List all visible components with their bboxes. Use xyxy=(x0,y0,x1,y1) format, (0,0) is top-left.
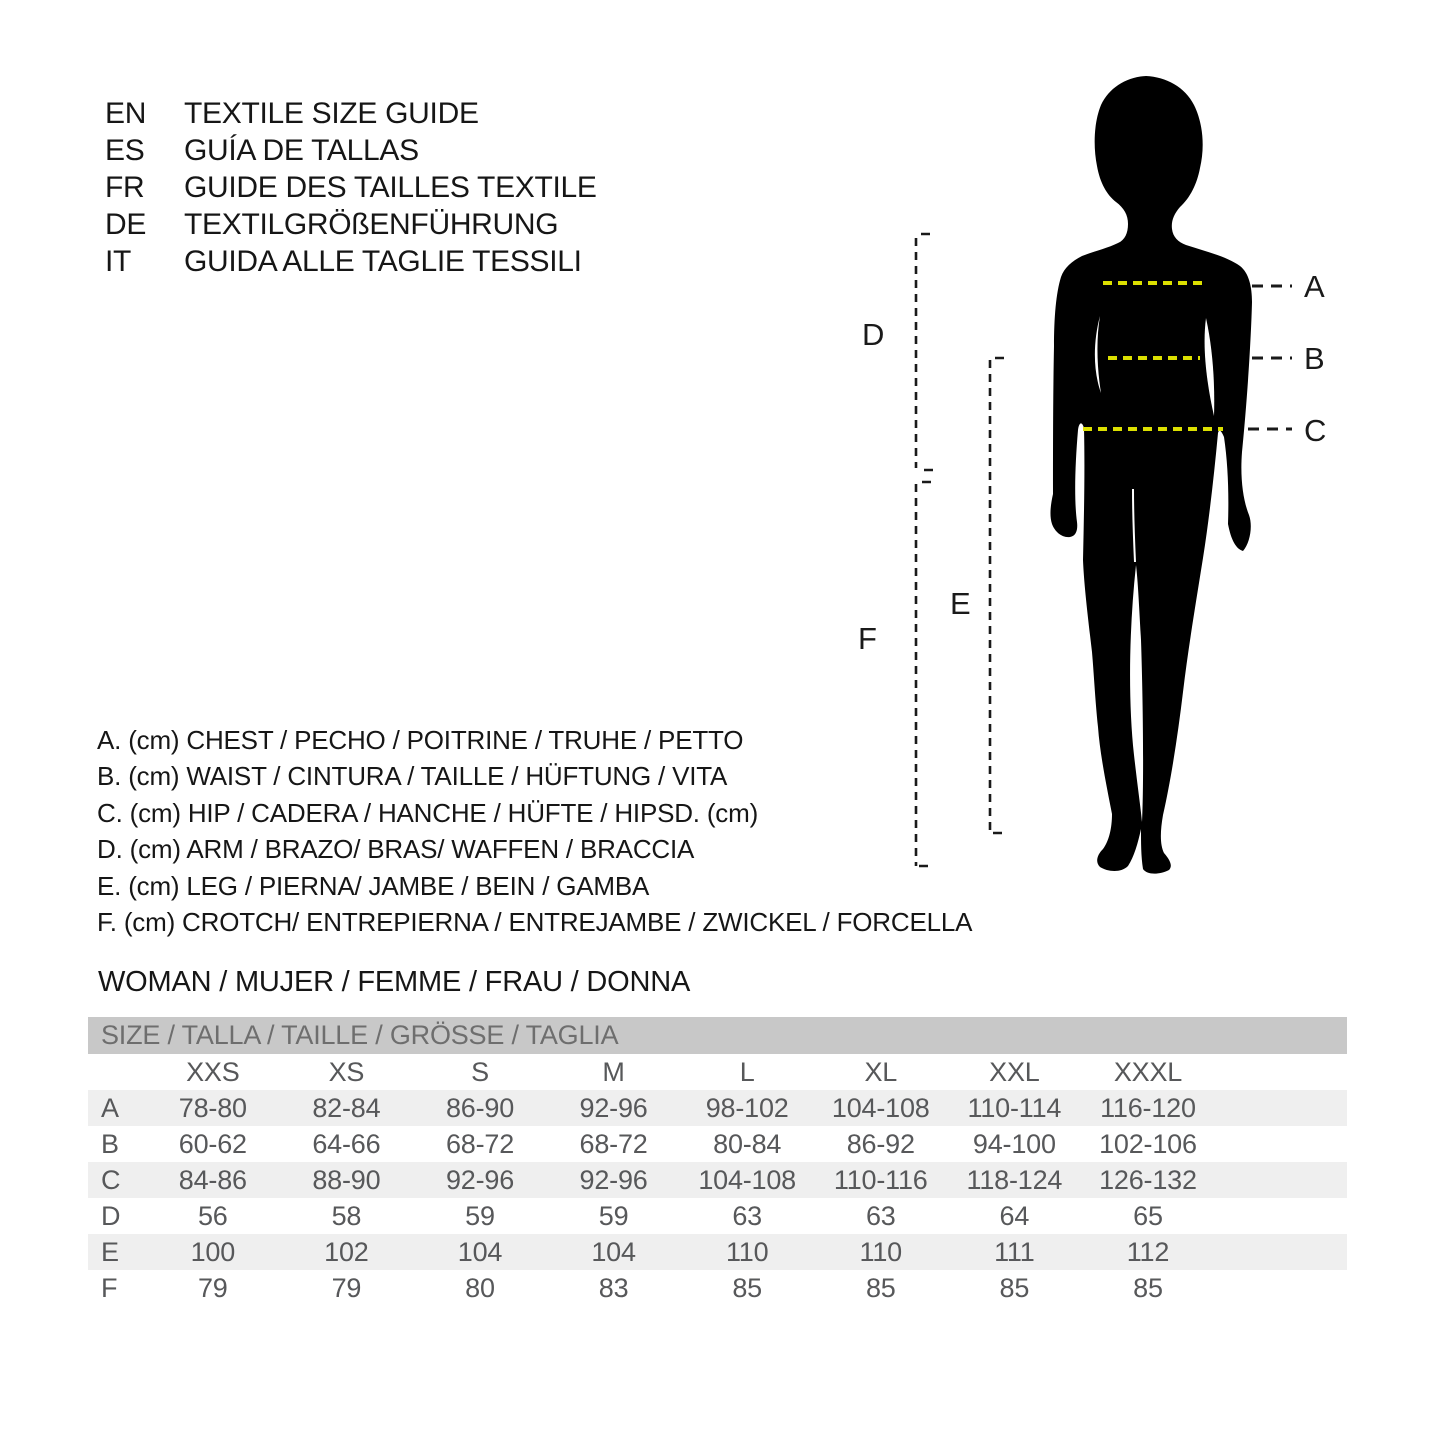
language-title: GUIDE DES TAILLES TEXTILE xyxy=(184,170,597,204)
cell: 85 xyxy=(865,1272,896,1303)
row-label: D xyxy=(101,1200,121,1231)
legend-line-f: F. (cm) CROTCH/ ENTREPIERNA / ENTREJAMBE / ZWICKEL / FORCELLA xyxy=(97,907,973,938)
col-header: M xyxy=(602,1056,625,1087)
cell: 104 xyxy=(591,1236,636,1267)
legend-line-a: A. (cm) CHEST / PECHO / POITRINE / TRUHE / PETTO xyxy=(97,725,744,755)
row-label: F xyxy=(101,1272,118,1303)
figure-label-hip: C xyxy=(1304,413,1327,448)
cell: 64 xyxy=(999,1200,1030,1231)
cell: 84-86 xyxy=(178,1164,247,1195)
cell: 126-132 xyxy=(1099,1164,1197,1195)
legend-line-b: B. (cm) WAIST / CINTURA / TAILLE / HÜFTUNG / VITA xyxy=(97,761,728,792)
language-code: IT xyxy=(105,244,132,278)
cell: 63 xyxy=(865,1200,896,1231)
cell: 59 xyxy=(598,1200,629,1231)
cell: 68-72 xyxy=(579,1128,648,1159)
figure-label-waist: B xyxy=(1304,341,1325,376)
col-header: XXL xyxy=(989,1056,1040,1087)
cell: 92-96 xyxy=(579,1164,648,1195)
cell: 102 xyxy=(324,1236,369,1267)
cell: 86-92 xyxy=(846,1128,915,1159)
cell: 63 xyxy=(732,1200,762,1231)
cell: 110 xyxy=(725,1236,769,1267)
col-header: S xyxy=(471,1056,489,1087)
cell: 60-62 xyxy=(178,1128,247,1159)
language-code: FR xyxy=(105,170,145,204)
row-label: A xyxy=(101,1092,119,1123)
language-title: TEXTILE SIZE GUIDE xyxy=(184,97,479,131)
cell: 65 xyxy=(1133,1200,1163,1231)
cell: 79 xyxy=(197,1272,228,1303)
gender-title: WOMAN / MUJER / FEMME / FRAU / DONNA xyxy=(98,966,691,998)
cell: 102-106 xyxy=(1099,1128,1197,1159)
cell: 104 xyxy=(457,1236,503,1267)
cell: 111 xyxy=(994,1236,1035,1267)
language-code: DE xyxy=(105,207,147,241)
cell: 104-108 xyxy=(831,1092,930,1123)
woman-silhouette xyxy=(1050,76,1252,874)
cell: 112 xyxy=(1126,1236,1170,1267)
cell: 58 xyxy=(331,1200,362,1231)
cell: 80 xyxy=(465,1272,495,1303)
cell: 116-120 xyxy=(1100,1092,1196,1123)
row-label: C xyxy=(101,1164,121,1195)
leg-measure-ticks xyxy=(993,358,1004,833)
figure-label-chest: A xyxy=(1304,269,1325,304)
cell: 92-96 xyxy=(445,1164,515,1195)
cell: 56 xyxy=(197,1200,228,1231)
language-title: TEXTILGRÖßENFÜHRUNG xyxy=(184,207,559,241)
cell: 110-116 xyxy=(833,1164,928,1195)
arm-measure-ticks xyxy=(921,234,933,470)
crotch-measure-ticks xyxy=(919,482,931,866)
cell: 83 xyxy=(598,1272,629,1303)
cell: 100 xyxy=(190,1236,236,1267)
cell: 86-90 xyxy=(445,1092,515,1123)
cell: 80-84 xyxy=(713,1128,782,1159)
cell: 82-84 xyxy=(312,1092,381,1123)
language-code: EN xyxy=(105,97,147,131)
cell: 64-66 xyxy=(312,1128,381,1159)
cell: 110 xyxy=(859,1236,902,1267)
col-header: L xyxy=(739,1056,755,1087)
col-header: XXXL xyxy=(1113,1056,1183,1087)
legend-line-e: E. (cm) LEG / PIERNA/ JAMBE / BEIN / GAMBA xyxy=(97,870,650,901)
row-label: E xyxy=(101,1236,119,1267)
row-label: B xyxy=(101,1128,119,1159)
legend-line-c: C. (cm) HIP / CADERA / HANCHE / HÜFTE / HIPSD. (cm) xyxy=(97,797,759,828)
col-header: XL xyxy=(864,1056,898,1087)
cell: 78-80 xyxy=(178,1092,247,1123)
language-code: ES xyxy=(105,134,145,168)
figure-label-arm: D xyxy=(862,317,885,352)
figure-label-leg: E xyxy=(950,586,971,621)
cell: 98-102 xyxy=(705,1092,789,1123)
col-header: XXS xyxy=(186,1056,240,1087)
col-header: XS xyxy=(328,1056,365,1087)
language-title: GUÍA DE TALLAS xyxy=(184,134,419,168)
cell: 104-108 xyxy=(698,1164,797,1195)
cell: 85 xyxy=(999,1272,1030,1303)
cell: 88-90 xyxy=(312,1164,381,1195)
legend-line-d: D. (cm) ARM / BRAZO/ BRAS/ WAFFEN / BRACCIA xyxy=(97,834,695,865)
cell: 92-96 xyxy=(579,1092,648,1123)
cell: 59 xyxy=(465,1200,495,1231)
cell: 94-100 xyxy=(972,1128,1056,1159)
cell: 118-124 xyxy=(966,1164,1063,1195)
language-title: GUIDA ALLE TAGLIE TESSILI xyxy=(184,244,582,278)
cell: 79 xyxy=(331,1272,362,1303)
cell: 85 xyxy=(732,1272,762,1303)
cell: 68-72 xyxy=(445,1128,515,1159)
figure-label-crotch: F xyxy=(858,621,877,656)
cell: 85 xyxy=(1133,1272,1163,1303)
size-header-label: SIZE / TALLA / TAILLE / GRÖSSE / TAGLIA xyxy=(101,1020,619,1050)
cell: 110-114 xyxy=(967,1092,1062,1123)
